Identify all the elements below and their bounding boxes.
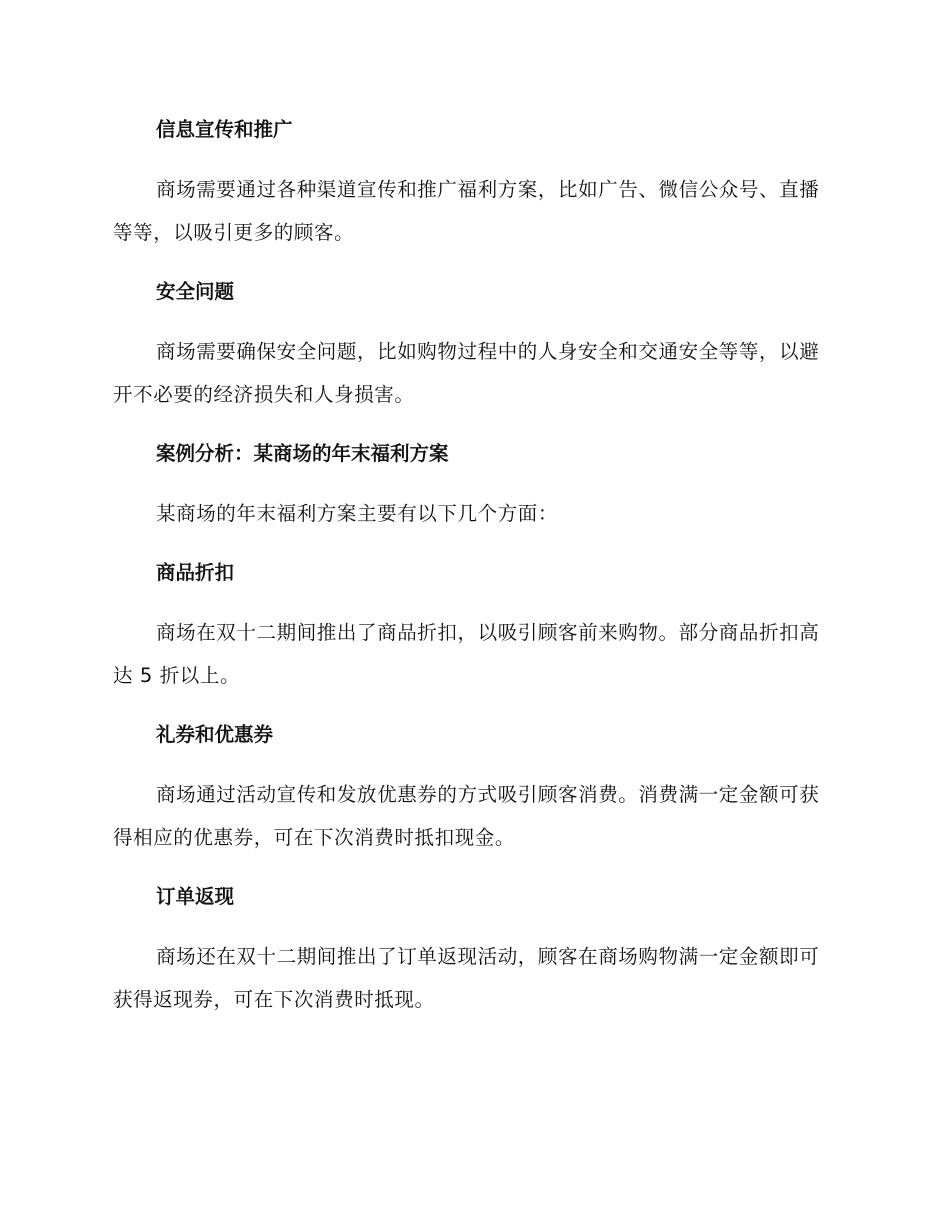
section-paragraph-publicity: 商场需要通过各种渠道宣传和推广福利方案，比如广告、微信公众号、直播等等，以吸引更多的顾客。 xyxy=(113,178,820,244)
section-paragraph-safety: 商场需要确保安全问题，比如购物过程中的人身安全和交通安全等等，以避开不必要的经济损失和人身损害。 xyxy=(113,340,820,406)
section-heading-cashback: 订单返现 xyxy=(156,885,235,908)
section-paragraph-discount: 商场在双十二期间推出了商品折扣，以吸引顾客前来购物。部分商品折扣高达 5 折以上。 xyxy=(113,621,820,687)
section-heading-discount: 商品折扣 xyxy=(156,561,235,584)
section-paragraph-cashback: 商场还在双十二期间推出了订单返现活动，顾客在商场购物满一定金额即可获得返现券，可在下次消费时抵现。 xyxy=(113,945,820,1011)
section-heading-publicity: 信息宣传和推广 xyxy=(156,118,293,141)
section-paragraph-coupons: 商场通过活动宣传和发放优惠券的方式吸引顾客消费。消费满一定金额可获得相应的优惠券，可在下次消费时抵扣现金。 xyxy=(113,783,820,849)
section-heading-coupons: 礼券和优惠券 xyxy=(156,723,274,746)
section-heading-case-study: 案例分析：某商场的年末福利方案 xyxy=(156,442,449,465)
section-heading-safety: 安全问题 xyxy=(156,280,235,303)
document-body xyxy=(113,110,833,1021)
section-paragraph-case-study: 某商场的年末福利方案主要有以下几个方面： xyxy=(156,502,559,525)
